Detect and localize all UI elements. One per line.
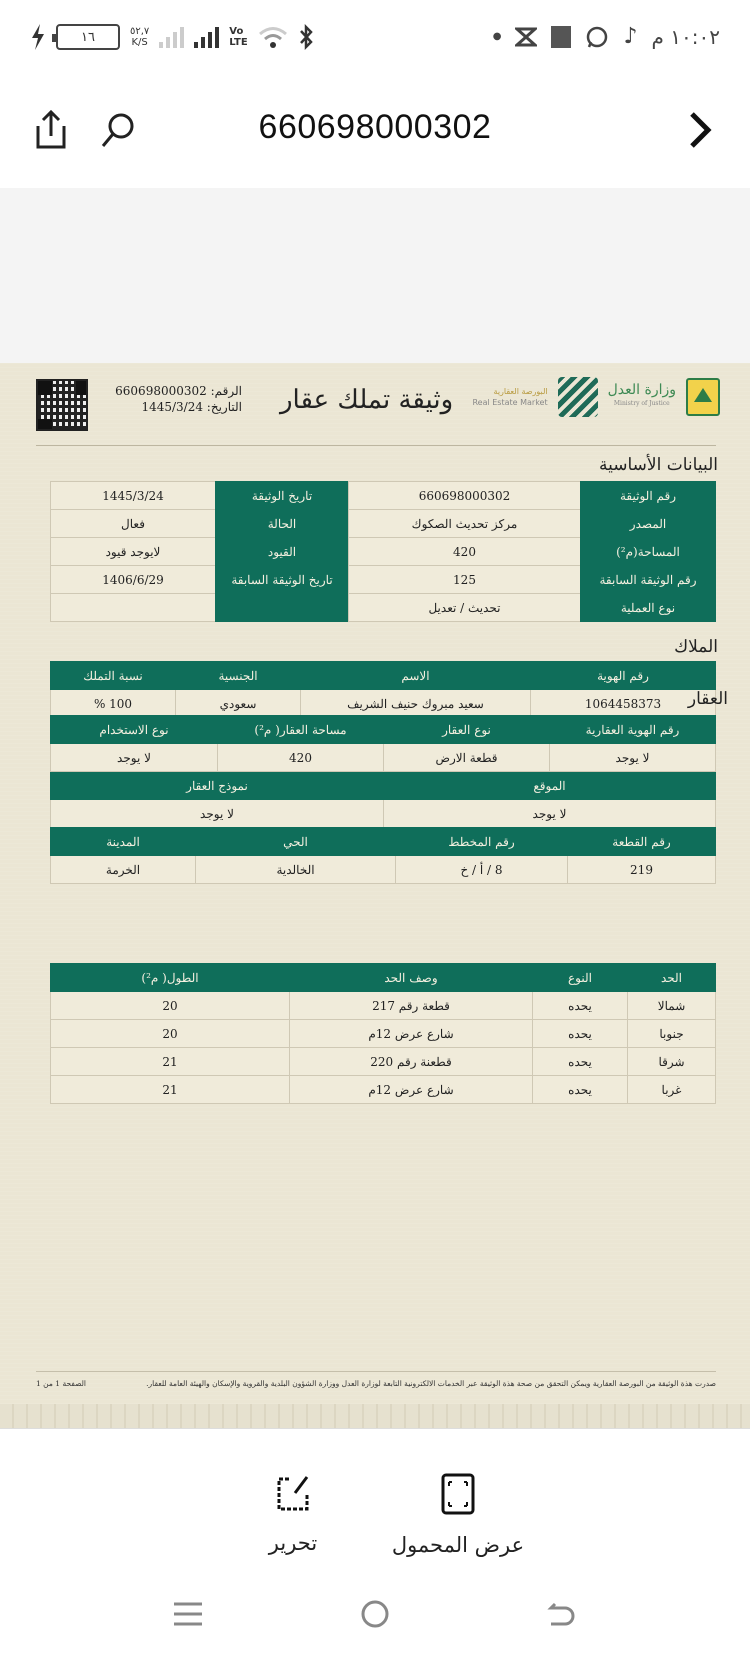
cell: شرقا: [628, 1048, 716, 1076]
table-header: [51, 772, 716, 800]
emblem-icon: [686, 378, 720, 416]
column-header: نوع الاستخدام: [51, 716, 218, 744]
footer-divider: [36, 1371, 716, 1372]
column-header: رقم القطعة: [568, 828, 716, 856]
viewer-toolbar: [0, 80, 750, 188]
column-header: رقم الهوية: [531, 662, 716, 690]
logo-rem-ar: البورصة العقارية: [493, 387, 548, 396]
bottom-actions: [0, 1428, 750, 1568]
label: نوع العملية: [581, 594, 716, 622]
signal-icon: [194, 26, 219, 48]
chevron-right-icon[interactable]: [686, 110, 714, 150]
section-title-owners: الملاك: [674, 637, 718, 657]
document-meta: [112, 383, 242, 415]
dot-icon: ●: [492, 31, 502, 42]
label: المساحة(م²): [581, 538, 716, 566]
status-left: [30, 24, 314, 50]
property-table: [50, 715, 716, 828]
document-heading: وثيقة تملك عقار: [280, 385, 454, 415]
cell: الخرمة: [51, 856, 196, 884]
label: تاريخ الوثيقة: [216, 482, 349, 510]
clock: ١٠:٠٢ م: [651, 24, 720, 49]
table-header: [51, 662, 716, 690]
table-row: [51, 1076, 716, 1104]
qr-code: [36, 379, 88, 431]
section-title-basic: البيانات الأساسية: [599, 455, 718, 475]
value: 1406/6/29: [51, 566, 216, 594]
logo-moj-en: Ministry of Justice: [613, 400, 670, 407]
signal-icon: [159, 26, 184, 48]
cell: لا يوجد: [384, 800, 716, 828]
divider: [36, 445, 716, 446]
value: 420: [349, 538, 581, 566]
boundaries-table: [50, 963, 716, 1104]
logos: [472, 377, 720, 417]
table-header: [51, 828, 716, 856]
net-speed-value: ٥٢,٧: [130, 26, 150, 37]
basic-data-table: [50, 481, 716, 622]
cell: جنوبا: [628, 1020, 716, 1048]
value: لايوجد قيود: [51, 538, 216, 566]
cell: شمالا: [628, 992, 716, 1020]
column-header: الحد: [628, 964, 716, 992]
table-row: [51, 566, 716, 594]
net-speed-unit: K/S: [131, 37, 148, 48]
status-right: [493, 24, 720, 49]
viewer-padding: [0, 188, 750, 363]
value: تحديث / تعديل: [349, 594, 581, 622]
cell: 20: [51, 992, 290, 1020]
cell: لا يوجد: [550, 744, 716, 772]
real-estate-market-logo: [472, 386, 547, 408]
column-header: رقم المخطط: [396, 828, 568, 856]
volte-icon: Vo LTE: [229, 26, 248, 48]
section-title-property: العقار: [687, 689, 728, 709]
back-icon[interactable]: [543, 1594, 583, 1634]
tiktok-icon: ♪: [623, 24, 638, 49]
cell: 420: [218, 744, 384, 772]
capcut-icon: [515, 26, 537, 48]
mobile-view-button[interactable]: [378, 1473, 538, 1557]
whatsapp-icon: [585, 25, 609, 49]
battery-icon: [56, 24, 120, 50]
cell: لا يوجد: [51, 800, 384, 828]
cell: قطعنة رقم 220: [290, 1048, 533, 1076]
label: رقم الوثيقة: [581, 482, 716, 510]
table-row: [51, 856, 716, 884]
table-header: [51, 716, 716, 744]
document-footer: [36, 1379, 716, 1388]
label: المصدر: [581, 510, 716, 538]
table-row: [51, 690, 716, 718]
label: تاريخ الوثيقة السابقة: [216, 566, 349, 594]
bluetooth-icon: [298, 24, 314, 50]
column-header: نموذج العقار: [51, 772, 384, 800]
cell: شارع عرض 12م: [290, 1076, 533, 1104]
column-header: الجنسية: [176, 662, 301, 690]
table-row: [51, 744, 716, 772]
footer-note: صدرت هذة الوثيقة من البورصة العقارية ويمكن التحقق من صحة هذة الوثيقة عبر الخدمات الالكترونية التابعة لوزارة العدل ووزارة الشؤون البلدية والقروية والإسكان والهيئة العامة للعقار.: [146, 1379, 716, 1388]
document-header: [30, 377, 720, 439]
table-row: [51, 482, 716, 510]
mobile-view-icon: [441, 1473, 475, 1515]
net-speed: [130, 26, 149, 48]
property-location-table: [50, 827, 716, 884]
column-header: المدينة: [51, 828, 196, 856]
label: الحالة: [216, 510, 349, 538]
column-header: نوع العقار: [384, 716, 550, 744]
cell: 21: [51, 1048, 290, 1076]
column-header: الحي: [196, 828, 396, 856]
cell: يحده: [533, 992, 628, 1020]
menu-icon[interactable]: [168, 1594, 208, 1634]
page-edge: [0, 1404, 750, 1428]
date-value: 1445/3/24: [141, 400, 203, 414]
cell: يحده: [533, 1048, 628, 1076]
cell: قطعة الارض: [384, 744, 550, 772]
value: 125: [349, 566, 581, 594]
table-header: [51, 964, 716, 992]
table-row: [51, 538, 716, 566]
cell: يحده: [533, 1020, 628, 1048]
cell: 20: [51, 1020, 290, 1048]
column-header: الاسم: [301, 662, 531, 690]
logo-rem-en: Real Estate Market: [472, 398, 548, 407]
table-row: [51, 800, 716, 828]
cell: شارع عرض 12م: [290, 1020, 533, 1048]
battery-level: ١٦: [81, 29, 95, 45]
column-header: نسبة التملك: [51, 662, 176, 690]
home-icon[interactable]: [355, 1594, 395, 1634]
number-label: الرقم:: [210, 384, 242, 398]
logo-moj-ar: وزارة العدل: [607, 382, 676, 398]
cell: الخالدية: [196, 856, 396, 884]
column-header: مساحة العقار( م²): [218, 716, 384, 744]
value: [51, 594, 216, 622]
label: القيود: [216, 538, 349, 566]
mobile-view-label: عرض المحمول: [391, 1533, 525, 1557]
column-header: الطول( م²): [51, 964, 290, 992]
square-icon: [551, 26, 571, 48]
cell: 8 / أ / خ: [396, 856, 568, 884]
edit-icon: [275, 1473, 311, 1513]
cell: سعيد مبروك حنيف الشريف: [301, 690, 531, 718]
wifi-icon: [258, 25, 288, 49]
table-row: [51, 510, 716, 538]
status-bar: [0, 0, 750, 80]
table-row: [51, 594, 716, 622]
number-value: 660698000302: [115, 384, 207, 398]
cell: سعودي: [176, 690, 301, 718]
label: رقم الوثيقة السابقة: [581, 566, 716, 594]
table-row: [51, 1020, 716, 1048]
document-page[interactable]: [0, 363, 750, 1428]
system-nav-bar: [0, 1568, 750, 1679]
column-header: وصف الحد: [290, 964, 533, 992]
value: مركز تحديث الصكوك: [349, 510, 581, 538]
owners-table: [50, 661, 716, 718]
cell: قطعة رقم 217: [290, 992, 533, 1020]
document-title: 660698000302: [258, 108, 492, 146]
cell: 21: [51, 1076, 290, 1104]
table-row: [51, 992, 716, 1020]
charging-icon: [30, 24, 46, 50]
table-row: [51, 1048, 716, 1076]
cell: غربا: [628, 1076, 716, 1104]
ministry-of-justice-logo: [608, 383, 676, 411]
cell: لا يوجد: [51, 744, 218, 772]
cell: 219: [568, 856, 716, 884]
edit-button[interactable]: [213, 1473, 373, 1555]
cell: 100 %: [51, 690, 176, 718]
page-indicator: الصفحة 1 من 1: [36, 1379, 86, 1388]
cell: 1064458373: [531, 690, 716, 718]
value: 1445/3/24: [51, 482, 216, 510]
column-header: النوع: [533, 964, 628, 992]
label: [216, 594, 349, 622]
saudi-map-logo-icon: [558, 377, 598, 417]
column-header: الموقع: [384, 772, 716, 800]
cell: يحده: [533, 1076, 628, 1104]
value: 660698000302: [349, 482, 581, 510]
date-label: التاريخ:: [206, 400, 242, 414]
value: فعال: [51, 510, 216, 538]
column-header: رقم الهوية العقارية: [550, 716, 716, 744]
edit-label: تحرير: [268, 1531, 318, 1555]
